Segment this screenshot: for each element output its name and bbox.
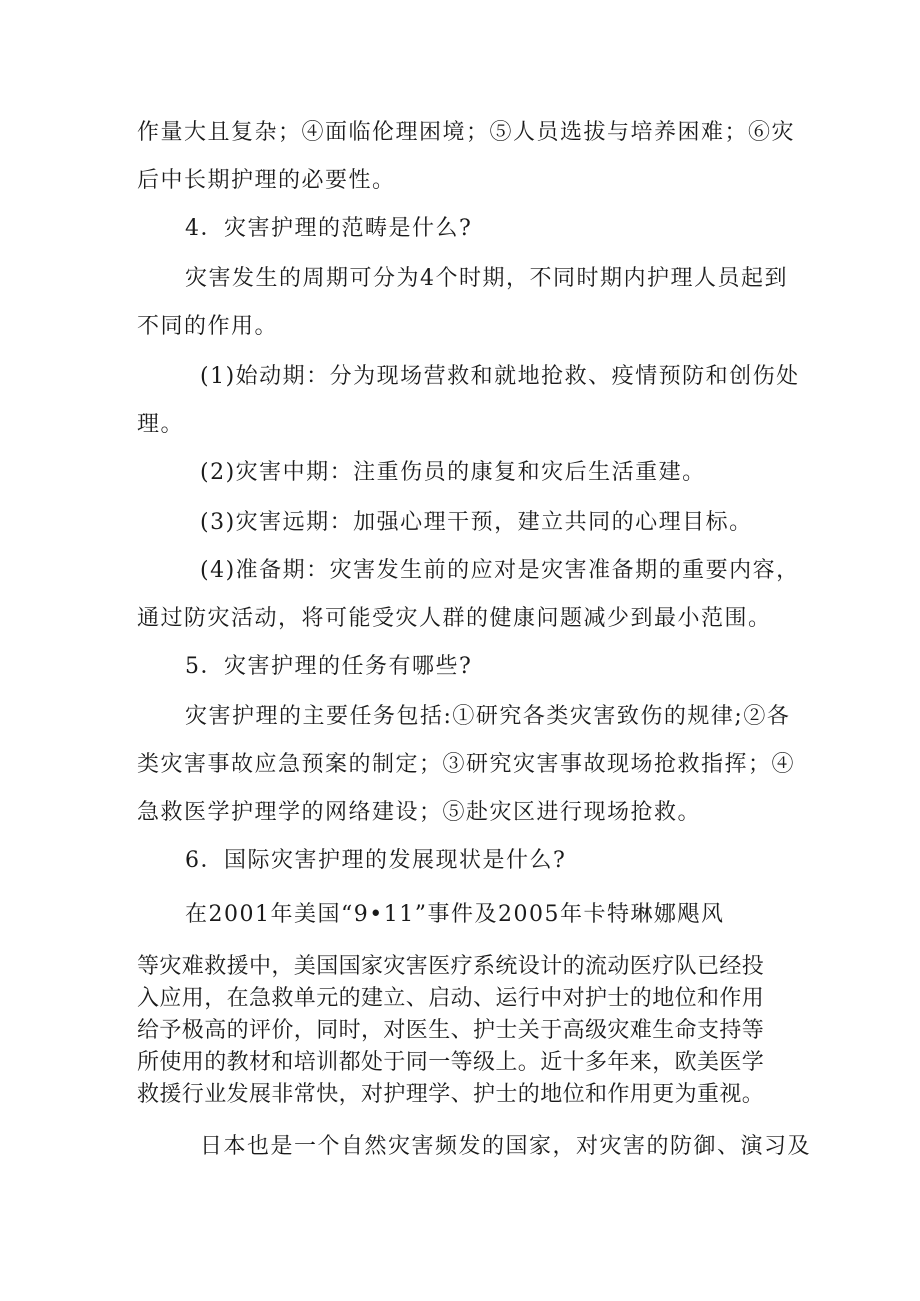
paragraph-line: 急救医学护理学的网络建设；⑤赴灾区进行现场抢救。 xyxy=(137,800,702,825)
paragraph-line: 作量大且复杂；④面临伦理困境；⑤人员选拔与培养困难；⑥灾 xyxy=(137,120,796,145)
list-item: (1)始动期：分为现场营救和就地抢救、疫情预防和创伤处 xyxy=(200,364,800,389)
paragraph-line: 通过防灾活动，将可能受灾人群的健康问题减少到最小范围。 xyxy=(137,606,772,631)
list-item: (2)灾害中期：注重伤员的康复和灾后生活重建。 xyxy=(200,460,706,485)
paragraph-line: 在2001年美国“9•11”事件及2005年卡特琳娜飓风 xyxy=(185,902,725,927)
paragraph-line: 给予极高的评价，同时，对医生、护士关于高级灾难生命支持等 xyxy=(137,1018,765,1043)
paragraph-line: 灾害发生的周期可分为4个时期，不同时期内护理人员起到 xyxy=(185,266,788,291)
paragraph-line: 救援行业发展非常快，对护理学、护士的地位和作用更为重视。 xyxy=(137,1082,765,1107)
question-heading: 6．国际灾害护理的发展现状是什么? xyxy=(185,848,567,873)
paragraph-line: 日本也是一个自然灾害频发的国家，对灾害的防御、演习及 xyxy=(200,1134,812,1159)
list-item: (3)灾害远期：加强心理干预，建立共同的心理目标。 xyxy=(200,510,753,535)
paragraph-line: 等灾难救援中，美国国家灾害医疗系统设计的流动医疗队已经投 xyxy=(137,954,765,979)
paragraph-line: 不同的作用。 xyxy=(137,314,279,339)
paragraph-line: 所使用的教材和培训都处于同一等级上。近十多年来，欧美医学 xyxy=(137,1050,765,1075)
question-heading: 5．灾害护理的任务有哪些? xyxy=(185,654,473,679)
paragraph-line: 后中长期护理的必要性。 xyxy=(137,168,396,193)
paragraph-line: 灾害护理的主要任务包括:①研究各类灾害致伤的规律;②各 xyxy=(185,704,791,729)
paragraph-line: 理。 xyxy=(137,412,185,437)
list-item: (4)准备期：灾害发生前的应对是灾害准备期的重要内容， xyxy=(200,558,800,583)
paragraph-line: 入应用，在急救单元的建立、启动、运行中对护士的地位和作用 xyxy=(137,986,765,1011)
question-heading: 4．灾害护理的范畴是什么? xyxy=(185,216,473,241)
paragraph-line: 类灾害事故应急预案的制定；③研究灾害事故现场抢救指挥；④ xyxy=(137,752,796,777)
